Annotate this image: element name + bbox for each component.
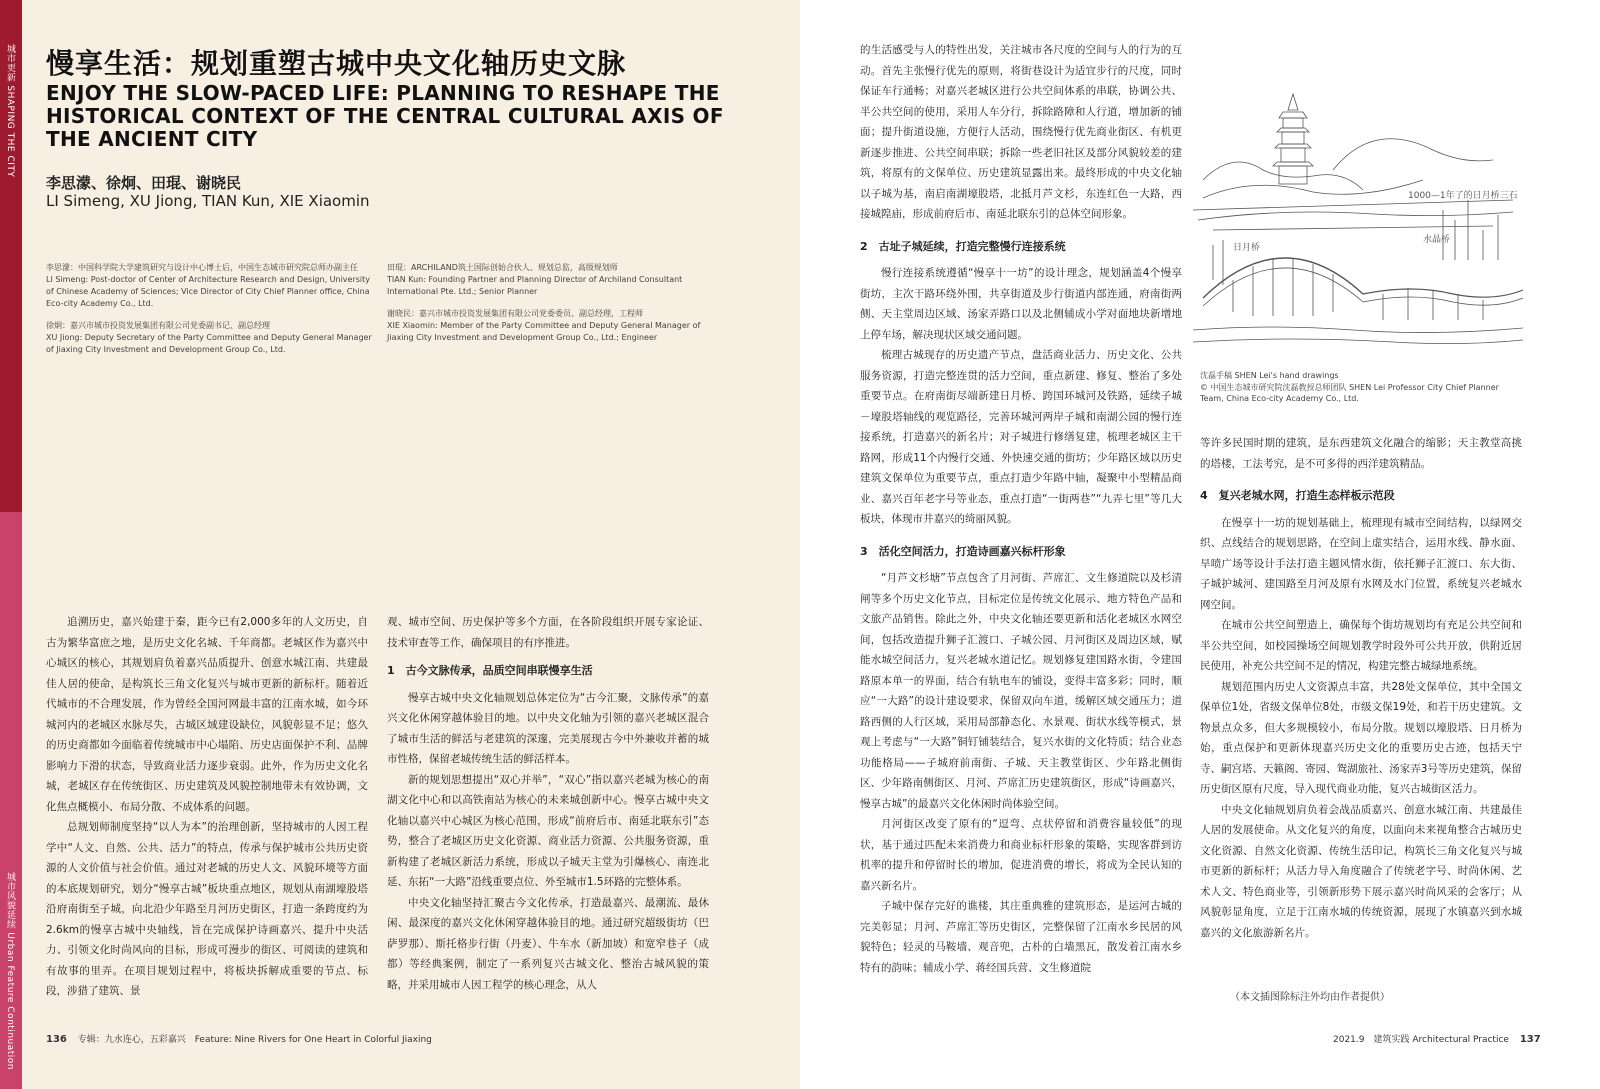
section-label-bottom: 城市风貌延续 Urban Feature Continuation (5, 872, 15, 1070)
figure-caption: 沈磊手稿 SHEN Lei's hand drawings © 中国生态城市研究院沈磊教授总师团队 SHEN Lei Professor City Chief Planner Team, China Eco-city Academy Co., Ltd. (1200, 371, 1499, 403)
body-paragraph: 追溯历史，嘉兴始建于秦，距今已有2,000多年的人文历史，自古为繁华富庶之地，是历史文化名城、千年商都。老城区作为嘉兴中心城区的核心，其规划肩负着嘉兴品质提升、创意水城江南、共建最佳人居的使命，是构筑长三角文化复兴与城市更新的新标杆。随着近代城市的不合理发展，作为曾经全国河网最丰富的江南水城，如今环城河内的老城区水脉尽失，古城区域建设缺位，风貌彰显不足；悠久的历史商都如今面临着传统城市中心塌陷、历史店面保护不利、品牌影响力下滑的状态，导致商业活力逐步衰弱。此外，作为历史文化名城，老城区存在传统街区、历史建筑及风貌控制地带未有效协调，文化焦点概模小、布局分散、不成体系的问题。 (46, 616, 368, 813)
author-bio: 田琨：ARCHILAND筑土国际创始合伙人、规划总监，高级规划师 TIAN Kun: Founding Partner and Planning Director of Archiland Consultant International Pte. Ltd.; Senior Planner (387, 263, 683, 296)
hand-sketch-figure (1193, 80, 1528, 366)
sketch-drawing (1193, 80, 1528, 366)
body-column-2 (387, 612, 709, 1027)
body-paragraph: 慢行连接系统遵循“慢享十一坊”的设计理念，规划涵盖4个慢享街坊，主次干路环绕外围，共享街道及步行街道内部连通，府南街两侧、天主堂周边区域、汤家弄路口以及北侧辅成小学对面地块新增地上停车场，解决现状区域交通问题。 (860, 267, 1182, 341)
footer-text: 专辑：九水连心，五彩嘉兴 Feature: Nine Rivers for One Heart in Colorful Jiaxing (77, 1035, 432, 1045)
body-paragraph: 在慢享十一坊的规划基础上，梳理现有城市空间结构，以绿网交织、点线结合的规划思路，在空间上虚实结合，运用水线、静水面、旱喷广场等设计手法打造主题风情水街，依托狮子汇渡口、东大街、子城护城河、建国路至月河及原有水网及水门位置，系统复兴老城水网空间。 (1200, 516, 1522, 611)
sketch-note: 1000—1年了的日月桥三石 (1408, 191, 1518, 201)
body-paragraph: 中央文化轴规划肩负着会战品质嘉兴、创意水城江南、共建最佳人居的发展使命。从文化复兴的角度，以面向未来视角整合古城历史文化资源、自然文化资源、传统生活印记，构筑长三角文化复兴与城市更新的新标杆；从活力导入角度融合了传统老字号、时尚休闲、艺术人文、特色商业等，引领新形势下展示嘉兴时尚风采的会客厅；从风貌彰显角度，立足于江南水城的传统资源，展现了水镇嘉兴到水城嘉兴的文化旅游新名片。 (1200, 803, 1522, 939)
image-credit: （本文插图除标注外均由作者提供） (1230, 992, 1390, 1003)
body-paragraph: 梳理古城现存的历史遗产节点，盘活商业活力、历史文化、公共服务资源，打造完整连贯的活力空间，重点新建、修复、整治了多处重要节点。在府南街尽端新建日月桥、跨国环城河及铁路，延续子城－壕股塔轴线的观览路径，完善环城河两岸子城和南湖公园的慢行连接系统，打造嘉兴的新名片；对子城进行修缮复建，梳理老城区主干路网，形成11个内慢行交通、外快速交通的街坊；少年路区域以历史建筑文保单位为重要节点，重点打造少年路中轴，凝聚中小型精品商业、嘉兴百年老字号等业态，重点打造“一街两巷”“九弄七里”等几大板块，体现市井嘉兴的绮丽风貌。 (860, 349, 1182, 525)
section-heading: 1 古今文脉传承，品质空间串联慢享生活 (387, 664, 593, 677)
footer-right (1333, 1032, 1549, 1045)
article-title-cn: 慢享生活：规划重塑古城中央文化轴历史文脉 (46, 47, 627, 80)
body-paragraph: “月芦文杉塘”节点包含了月河街、芦席汇、文生修道院以及杉清闸等多个历史文化节点，目标定位是传统文化展示、地方特色产品和文旅产品销售。除此之外，中央文化轴还要更新和活化老城区水网空间，包括改造提升狮子汇渡口、子城公园、月河街区及周边区域，赋能水城空间活力，复兴老城水道记忆。规划修复建国路水街，令建国路原本单一的界面，结合有轨电车的铺设，变得丰富多彩；同时，顺应“一大路”的设计建设要求，保留双向车道，缓解区域交通压力；道路西侧的人行区域，采用局部静态化、水景观、街状水线等模式，景观上考虑与“一大路”铜钉铺装结合，复兴水街的文化特质；结合业态功能格局——子城府前南街、子城、天主教堂街区、少年路北侧街区、少年路南侧街区、月河、芦席汇历史建筑街区，形成“诗画嘉兴，慢享古城”的最嘉兴文化休闲时尚体验空间。 (860, 572, 1182, 810)
author-bio: 徐炯：嘉兴市城市投资发展集团有限公司党委副书记、副总经理 XU Jiong: Deputy Secretary of the Party Committee and Deputy General Manager of Jiaxing City Investment and Development Group Co., Ltd. (46, 321, 372, 354)
page-number: 137 (1519, 1034, 1541, 1045)
section-strip (0, 0, 22, 1089)
body-paragraph: 等许多民国时期的建筑，是东西建筑文化融合的缩影；天主教堂高挑的塔楼，工法考究，是不可多得的西洋建筑精品。 (1200, 437, 1522, 470)
body-paragraph: 在城市公共空间塑造上，确保每个街坊规划均有充足公共空间和半公共空间，如校园操场空间规划教学时段外可公共开放，供附近居民使用，补充公共空间不足的情况，构建完整古城绿地系统。 (1200, 619, 1522, 672)
body-column-4 (1200, 433, 1522, 983)
body-paragraph: 月河街区改变了原有的“逗弯、点状停留和消费容量较低”的现状，基于通过匹配未来消费力和商业标杆形象的策略，实现客群到访机率的提升和停留时长的增加，促进消费的增长，将成为全民认知的嘉兴新名片。 (860, 818, 1182, 892)
body-paragraph: 子城中保存完好的谯楼，其庄重典雅的建筑形态，是运河古城的完美彰显；月河、芦席汇等历史街区，完整保留了江南水乡民居的风貌特色；轻灵的马鞍墙、观音兜，古朴的白墙黑瓦，散发着江南水乡特有的韵味；辅成小学、蒋经国兵营、文生修道院 (860, 900, 1182, 974)
section-heading: 4 复兴老城水网，打造生态样板示范段 (1200, 489, 1395, 502)
body-column-3 (860, 40, 1182, 1027)
footer-text: 2021.9 建筑实践 Architectural Practice (1333, 1035, 1509, 1045)
section-heading: 3 活化空间活力，打造诗画嘉兴标杆形象 (860, 544, 1066, 558)
authors-en: LI Simeng, XU Jiong, TIAN Kun, XIE Xiaomin (46, 192, 370, 210)
body-column-1 (46, 612, 368, 1027)
body-paragraph: 新的规划思想提出“双心并举”，“双心”指以嘉兴老城为核心的南湖文化中心和以高铁南站为核心的未来城创新中心。慢享古城中央文化轴以嘉兴中心城区为核心范围，形成“前府后市、南延北联东引”态势，整合了老城区历史文化资源、商业活力资源、公共服务资源，重新构建了老城区新活力系统，形成以子城天主堂为引爆核心、南连北延、东拓“一大路”沿线重要点位、外至城市1.5环路的完整体系。 (387, 773, 709, 888)
author-bio: 谢晓民：嘉兴市城市投资发展集团有限公司党委委员、副总经理，工程师 XIE Xiaomin: Member of the Party Committee and Deputy General Manager of Jiaxing City Investment and Development Group Co., Ltd.; Engineer (387, 309, 701, 342)
sketch-note: 水晶桥 (1423, 235, 1451, 245)
footer-left (46, 1032, 432, 1045)
body-paragraph: 观、城市空间、历史保护等多个方面，在各阶段组织开展专家论证、技术审查等工作，确保项目的有序推进。 (387, 616, 709, 649)
section-heading: 2 古址子城延续，打造完整慢行连接系统 (860, 239, 1066, 253)
section-label-top: 城市更新 SHAPING THE CITY (5, 44, 15, 178)
body-paragraph: 慢享古城中央文化轴规划总体定位为“古今汇聚，文脉传承”的嘉兴文化休闲穿越体验目的地。以中央文化轴为引领的嘉兴老城区混合了城市生活的鲜活与老建筑的深邃，完美展现古今中外兼收并蓄的城市性格，保留老城传统生活的鲜活样本。 (387, 691, 709, 765)
body-paragraph: 规划范围内历史人文资源点丰富，共28处文保单位，其中全国文保单位1处，省级文保单位8处，市级文保19处，和若干历史建筑。文物景点众多，但大多规模较小，布局分散。规划以壕股塔、日月桥为始，重点保护和更新体现嘉兴历史文化的重要历史古迹，包括天宁寺、嗣宫塔、天籁阁、寄园、鸳湖旅社、汤家弄3号等历史建筑，保留历史街区原有尺度，导入现代商业功能，复兴古城街区活力。 (1200, 680, 1522, 795)
body-paragraph: 中央文化轴坚持汇聚古今文化传承，打造最嘉兴、最潮流、最休闲、最深度的嘉兴文化休闲穿越体验目的地。通过研究超级街坊（巴萨罗那）、斯托格步行街（丹麦）、牛车水（新加坡）和宽窄巷子（成都）等经典案例，制定了一系列复兴古城文化、整治古城风貌的策略，并采用城市人因工程学的核心理念，从人 (387, 896, 709, 991)
page-number: 136 (46, 1034, 67, 1045)
body-paragraph: 总规划师制度坚持“以人为本”的治理创新，坚持城市的人因工程学中“人文、自然、公共、活力”的特点，传承与保护城市公共历史资源的人文价值与社会价值。通过对老城的历史人文、风貌环境等方面的本底规划研究，划分“慢享古城”板块重点地区，规划从南湖壕股塔沿府南街至子城，向北沿少年路至月河历史街区，打造一条跨度约为2.6km的慢享古城中央轴线，旨在完成保护诗画嘉兴、提升中央活力、引领文化时尚风向的目标，形成可漫步的街区、可阅读的建筑和有故事的里弄。在项目规划过程中，将板块拆解成重要的节点、标段，涉猎了建筑、景 (46, 821, 368, 997)
authors-cn: 李思濛、徐炯、田琨、谢晓民 (46, 174, 242, 192)
sketch-note: 日月桥 (1233, 243, 1261, 253)
author-bio: 李思濛：中国科学院大学建筑研究与设计中心博士后，中国生态城市研究院总师办副主任 LI Simeng: Post-doctor of Center of Architecture Research and Design, University of Chinese Academy of Sciences; Vice Director of City Chief Planner office, China Eco-city Academy Co., Ltd. (46, 263, 371, 308)
article-title-en: ENJOY THE SLOW-PACED LIFE: PLANNING TO RESHAPE THE HISTORICAL CONTEXT OF THE CENTRAL CULTURAL AXIS OF THE ANCIENT CITY (46, 81, 724, 151)
body-paragraph: 的生活感受与人的特性出发，关注城市各尺度的空间与人的行为的互动。首先主张慢行优先的原则，将街巷设计为适宜步行的尺度，同时保证车行通畅；对嘉兴老城区进行公共空间体系的串联，协调公共、半公共空间的使用，采用人车分行，拆除路障和人行道，增加新的铺面；提升街道设施，方便行人活动，围绕慢行优先商业街区、有机更新逐步推进、公共空间串联；拆除一些老旧社区及部分风貌较差的建筑，将原有的文保单位、历史建筑显露出来。最终形成的中央文化轴以子城为基，南启南湖壕股塔，北抵月芦文杉，东连红色一大路，西接城隍庙，形成前府后市、南延北联东引的总体空间形象。 (860, 44, 1182, 220)
